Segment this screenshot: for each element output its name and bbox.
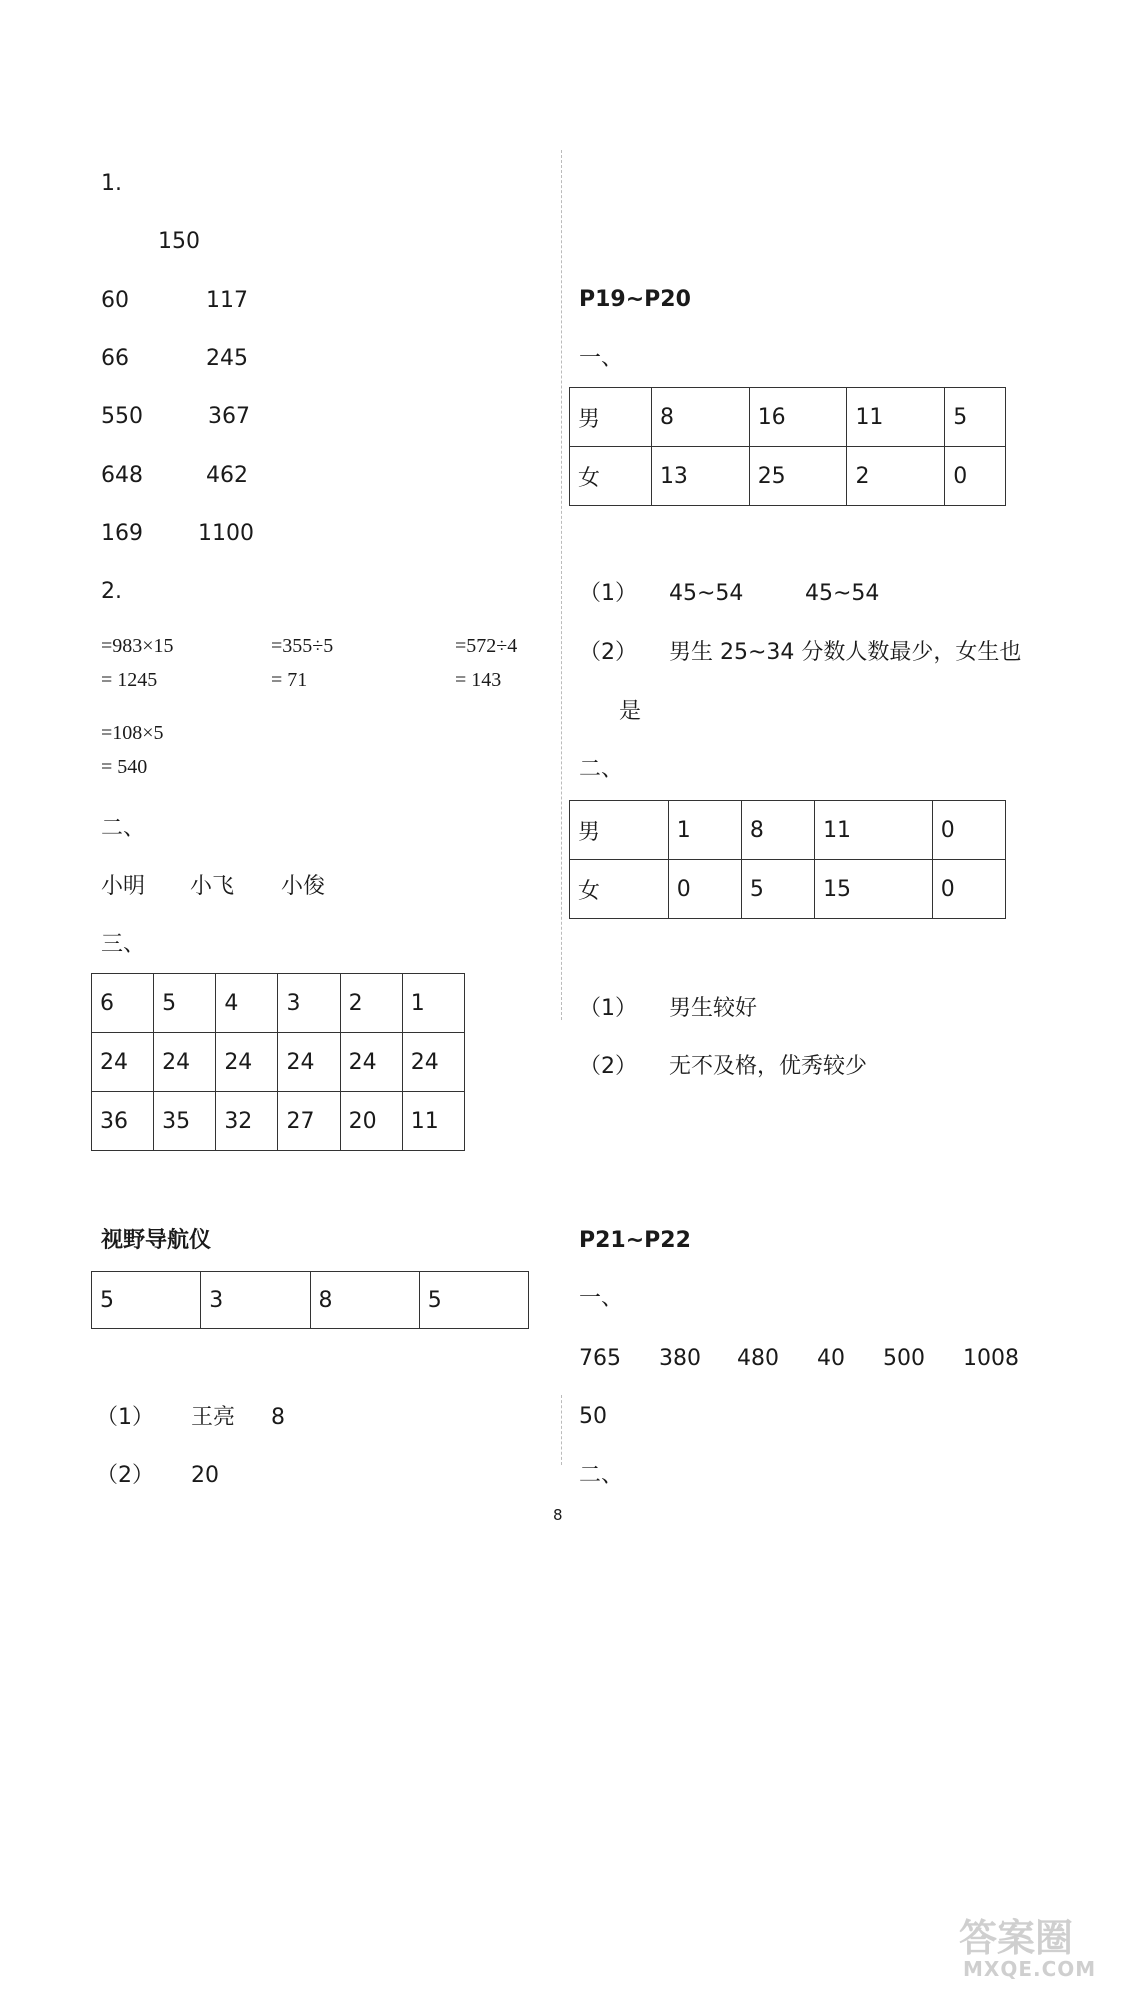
table-cell: 24 [92, 1033, 154, 1092]
table-cell: 32 [216, 1092, 278, 1151]
q2-calc-1-line2: = 1245 [101, 669, 158, 691]
table-cell: 2 [847, 447, 945, 506]
table-cell: 女 [570, 860, 669, 919]
table-cell: 2 [340, 974, 402, 1033]
section-2-label: 二、 [101, 816, 146, 841]
view-answer-2-value: 20 [191, 1463, 219, 1488]
q2-calc-2-line1: =355÷5 [271, 635, 334, 657]
q1-row-5-b: 1100 [198, 521, 254, 546]
p19-answer-2-number: （2） [579, 640, 637, 665]
table-cell: 5 [154, 974, 216, 1033]
p21-title: P21~P22 [579, 1228, 691, 1253]
q1-row-1-a: 60 [101, 288, 129, 313]
section-2-name-2: 小飞 [190, 874, 235, 899]
p19-answer-4-number: （2） [579, 1054, 637, 1079]
table-cell: 5 [741, 860, 814, 919]
view-answer-1-number: （1） [96, 1405, 154, 1430]
table-cell: 5 [945, 388, 1006, 447]
p19-answer-1-number: （1） [579, 581, 637, 606]
table-cell: 5 [419, 1272, 528, 1329]
p19-answer-3-text: 男生较好 [669, 996, 758, 1021]
table-cell: 8 [741, 801, 814, 860]
table-cell: 1 [668, 801, 741, 860]
p19-answer-3-number: （1） [579, 996, 637, 1021]
p19-table-1 [569, 387, 1006, 506]
p21-section-2-label: 二、 [579, 1463, 624, 1488]
table-cell: 8 [310, 1272, 419, 1329]
table-cell: 4 [216, 974, 278, 1033]
p19-table-2 [569, 800, 1006, 919]
table-cell: 0 [932, 801, 1005, 860]
table-cell: 8 [651, 388, 749, 447]
view-answer-1-name: 王亮 [191, 1405, 236, 1430]
table-cell: 16 [749, 388, 847, 447]
p19-section-2-label: 二、 [579, 757, 624, 782]
table-cell: 24 [154, 1033, 216, 1092]
q1-row-4-b: 462 [206, 463, 248, 488]
p19-title: P19~P20 [579, 287, 691, 312]
p19-answer-4-text: 无不及格，优秀较少 [669, 1054, 868, 1079]
q1-label: 1. [101, 171, 122, 196]
table-row [570, 801, 1006, 860]
table-row [92, 1272, 529, 1329]
section-2-name-3: 小俊 [281, 874, 326, 899]
q1-top-value: 150 [158, 229, 200, 254]
table-cell: 6 [92, 974, 154, 1033]
table-cell: 11 [402, 1092, 464, 1151]
table-cell: 男 [570, 388, 652, 447]
table-row [570, 447, 1006, 506]
view-navigator-table [91, 1271, 529, 1329]
table-cell: 13 [651, 447, 749, 506]
table-cell: 20 [340, 1092, 402, 1151]
table-cell: 5 [92, 1272, 201, 1329]
table-cell: 24 [216, 1033, 278, 1092]
p21-section-1-label: 一、 [579, 1286, 624, 1311]
q2-calc-4-line1: =108×5 [101, 722, 164, 744]
table-row [92, 974, 465, 1033]
table-row [570, 860, 1006, 919]
q1-row-5-a: 169 [101, 521, 143, 546]
table-cell: 35 [154, 1092, 216, 1151]
table-row [570, 388, 1006, 447]
q1-row-2-a: 66 [101, 346, 129, 371]
p21-value-4: 40 [817, 1346, 845, 1371]
q1-row-4-a: 648 [101, 463, 143, 488]
page-number: 8 [553, 1506, 563, 1524]
q2-label: 2. [101, 579, 122, 604]
table-cell: 0 [945, 447, 1006, 506]
q1-row-3-a: 550 [101, 404, 143, 429]
watermark-logo [955, 1905, 1115, 1995]
table-row [92, 1092, 465, 1151]
p21-value-2: 380 [659, 1346, 701, 1371]
table-cell: 36 [92, 1092, 154, 1151]
table-row [92, 1033, 465, 1092]
watermark-sub-text: MXQE.COM [963, 1957, 1097, 1981]
table-cell: 女 [570, 447, 652, 506]
table-cell: 0 [932, 860, 1005, 919]
p19-answer-1-boys: 45~54 [669, 581, 744, 606]
view-answer-1-value: 8 [271, 1405, 285, 1430]
table-cell: 1 [402, 974, 464, 1033]
watermark-main-text: 答案圈 [959, 1916, 1074, 1960]
p19-answer-2-continued: 是 [619, 699, 642, 724]
p19-answer-2-text: 男生 25~34 分数人数最少，女生也 [669, 640, 1022, 665]
table-cell: 3 [278, 974, 340, 1033]
table-cell: 男 [570, 801, 669, 860]
p21-value-6: 1008 [963, 1346, 1019, 1371]
view-answer-2-number: （2） [96, 1463, 154, 1488]
table-cell: 3 [201, 1272, 310, 1329]
table-cell: 25 [749, 447, 847, 506]
table-cell: 0 [668, 860, 741, 919]
q1-row-3-b: 367 [208, 404, 250, 429]
p21-value-5: 500 [883, 1346, 925, 1371]
p21-value-3: 480 [737, 1346, 779, 1371]
table-cell: 27 [278, 1092, 340, 1151]
q2-calc-1-line1: =983×15 [101, 635, 174, 657]
q2-calc-2-line2: = 71 [271, 669, 308, 691]
table-cell: 24 [278, 1033, 340, 1092]
p19-section-1-label: 一、 [579, 346, 624, 371]
p21-value-1: 765 [579, 1346, 621, 1371]
table-cell: 11 [847, 388, 945, 447]
q2-calc-3-line1: =572÷4 [455, 635, 518, 657]
q1-row-2-b: 245 [206, 346, 248, 371]
q2-calc-3-line2: = 143 [455, 669, 502, 691]
view-navigator-title: 视野导航仪 [101, 1228, 212, 1253]
table-cell: 11 [815, 801, 933, 860]
column-divider-lower [561, 1395, 562, 1465]
table-cell: 24 [402, 1033, 464, 1092]
q1-row-1-b: 117 [206, 288, 248, 313]
table-cell: 15 [815, 860, 933, 919]
p21-value-7: 50 [579, 1404, 607, 1429]
section-2-name-1: 小明 [101, 874, 146, 899]
section-3-table [91, 973, 465, 1151]
q2-calc-4-line2: = 540 [101, 756, 148, 778]
column-divider [561, 150, 562, 1020]
p19-answer-1-girls: 45~54 [805, 581, 880, 606]
table-cell: 24 [340, 1033, 402, 1092]
section-3-label: 三、 [101, 932, 146, 957]
